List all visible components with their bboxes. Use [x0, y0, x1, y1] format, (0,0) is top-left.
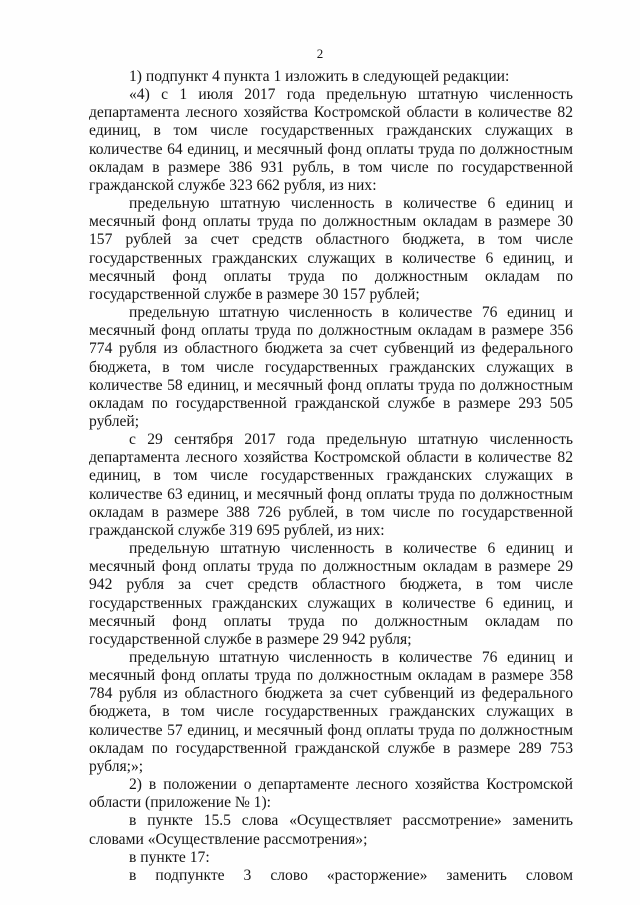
paragraph-subitem-4-july-2017: «4) с 1 июля 2017 года предельную штатную численность департамента лесного хозяйства Костромской области в количестве 82 единиц, в том числе государственных гражданских служащих в количестве 64 единиц, и месячный фонд оплаты труда по должностным окладам в размере 386 931 рубль, в том числе по государственной гражданской службе 323 662 рубля, из них: — [89, 86, 573, 194]
document-body — [89, 68, 573, 885]
paragraph-point-15-5: в пункте 15.5 слова «Осуществляет рассмотрение» заменить словами «Осуществление рассмотрения»; — [89, 812, 573, 848]
paragraph-federal-subvention-september: предельную штатную численность в количестве 76 единиц и месячный фонд оплаты труда по должностным окладам в размере 358 784 рубля из областного бюджета за счет субвенций из федерального бюджета, в том числе государственных гражданских служащих в количестве 57 единиц, и месячный фонд оплаты труда по должностным окладам по государственной гражданской службе в размере 289 753 рубля;»; — [89, 649, 573, 775]
paragraph-subpoint-3: в подпункте 3 слово «расторжение» заменить словом — [129, 866, 573, 884]
paragraph-federal-subvention-july: предельную штатную численность в количестве 76 единиц и месячный фонд оплаты труда по должностным окладам в размере 356 774 рубля из областного бюджета за счет субвенций из федерального бюджета, в том числе государственных гражданских служащих в количестве 58 единиц, и месячный фонд оплаты труда по должностным окладам по государственной гражданской службе в размере 293 505 рублей; — [89, 304, 573, 430]
paragraph-point-17: в пункте 17: — [129, 848, 210, 866]
paragraph-regional-budget-september: предельную штатную численность в количестве 6 единиц и месячный фонд оплаты труда по должностным окладам в размере 29 942 рубля за счет средств областного бюджета, в том числе государственных гражданских служащих в количестве 6 единиц, и месячный фонд оплаты труда по должностным окладам по государственной службе в размере 29 942 рубля; — [89, 540, 573, 648]
paragraph-regional-budget-july: предельную штатную численность в количестве 6 единиц и месячный фонд оплаты труда по должностным окладам в размере 30 157 рублей за счет средств областного бюджета, в том числе государственных гражданских служащих в количестве 6 единиц, и месячный фонд оплаты труда по должностным окладам по государственной службе в размере 30 157 рублей; — [89, 195, 573, 303]
paragraph-amendment-item-2: 2) в положении о департаменте лесного хозяйства Костромской области (приложение № 1): — [89, 776, 573, 812]
page-number: 2 — [316, 46, 324, 61]
paragraph-september-2017: с 29 сентября 2017 года предельную штатную численность департамента лесного хозяйства Костромской области в количестве 82 единиц, в том числе государственных гражданских служащих в количестве 63 единиц, и месячный фонд оплаты труда по должностным окладам в размере 388 726 рублей, в том числе по государственной гражданской службе 319 695 рублей, из них: — [89, 431, 573, 539]
paragraph-amendment-item-1: 1) подпункт 4 пункта 1 изложить в следующей редакции: — [129, 68, 510, 85]
